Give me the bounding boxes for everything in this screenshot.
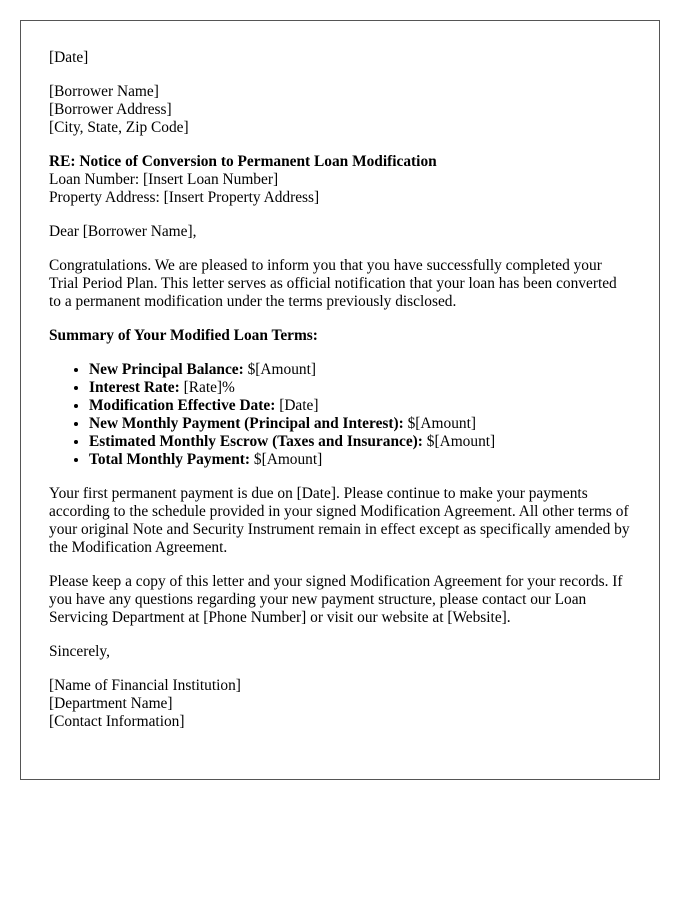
term-value: $[Amount]: [243, 361, 316, 378]
intro-paragraph: Congratulations. We are pleased to inform you that you have successfully completed your Trial Period Plan. This letter serves as official notification that your loan has been converted to a permanent modification under the terms previously disclosed.: [49, 257, 617, 310]
recipient-address: [Borrower Address]: [49, 101, 172, 118]
term-label: Total Monthly Payment:: [89, 451, 251, 468]
term-value: $[Amount]: [422, 433, 496, 450]
institution-name: [Name of Financial Institution]: [49, 677, 241, 694]
list-item: [89, 397, 631, 415]
list-item: [89, 379, 631, 397]
list-item: [89, 415, 631, 433]
letter-page: [20, 20, 660, 780]
salutation: Dear [Borrower Name],: [49, 223, 197, 240]
re-line: RE: Notice of Conversion to Permanent Loan Modification: [49, 153, 437, 170]
property-address-line: Property Address: [Insert Property Address]: [49, 189, 320, 206]
term-label: Interest Rate:: [89, 379, 180, 396]
term-value: [Rate]%: [179, 379, 235, 396]
department-name: [Department Name]: [49, 695, 173, 712]
payment-paragraph: Your first permanent payment is due on [Date]. Please continue to make your payments according to the schedule provided in your signed Modification Agreement. All other terms of your original Note and Security Instrument remain in effect except as specifically amended by the Modification Agreement.: [49, 485, 630, 556]
term-label: New Principal Balance:: [89, 361, 244, 378]
subject-block: [49, 153, 631, 207]
list-item: [89, 361, 631, 379]
closing: Sincerely,: [49, 643, 110, 660]
recipient-name: [Borrower Name]: [49, 83, 159, 100]
list-item: [89, 451, 631, 469]
loan-terms-list: [49, 361, 631, 469]
date-text: [Date]: [49, 49, 89, 66]
term-label: Modification Effective Date:: [89, 397, 276, 414]
summary-heading: Summary of Your Modified Loan Terms:: [49, 327, 318, 344]
term-value: $[Amount]: [403, 415, 477, 432]
contact-information: [Contact Information]: [49, 713, 185, 730]
recipient-address-block: [49, 83, 631, 137]
loan-number-line: Loan Number: [Insert Loan Number]: [49, 171, 279, 188]
term-label: Estimated Monthly Escrow (Taxes and Insurance):: [89, 433, 423, 450]
term-value: [Date]: [275, 397, 319, 414]
letter-date: [49, 49, 631, 67]
term-label: New Monthly Payment (Principal and Interest):: [89, 415, 404, 432]
signature-block: [49, 677, 631, 731]
list-item: [89, 433, 631, 451]
recipient-city-state-zip: [City, State, Zip Code]: [49, 119, 189, 136]
records-paragraph: Please keep a copy of this letter and your signed Modification Agreement for your records. If you have any questions regarding your new payment structure, please contact our Loan Servicing Department at [Phone Number] or visit our website at [Website].: [49, 573, 623, 626]
term-value: $[Amount]: [250, 451, 323, 468]
